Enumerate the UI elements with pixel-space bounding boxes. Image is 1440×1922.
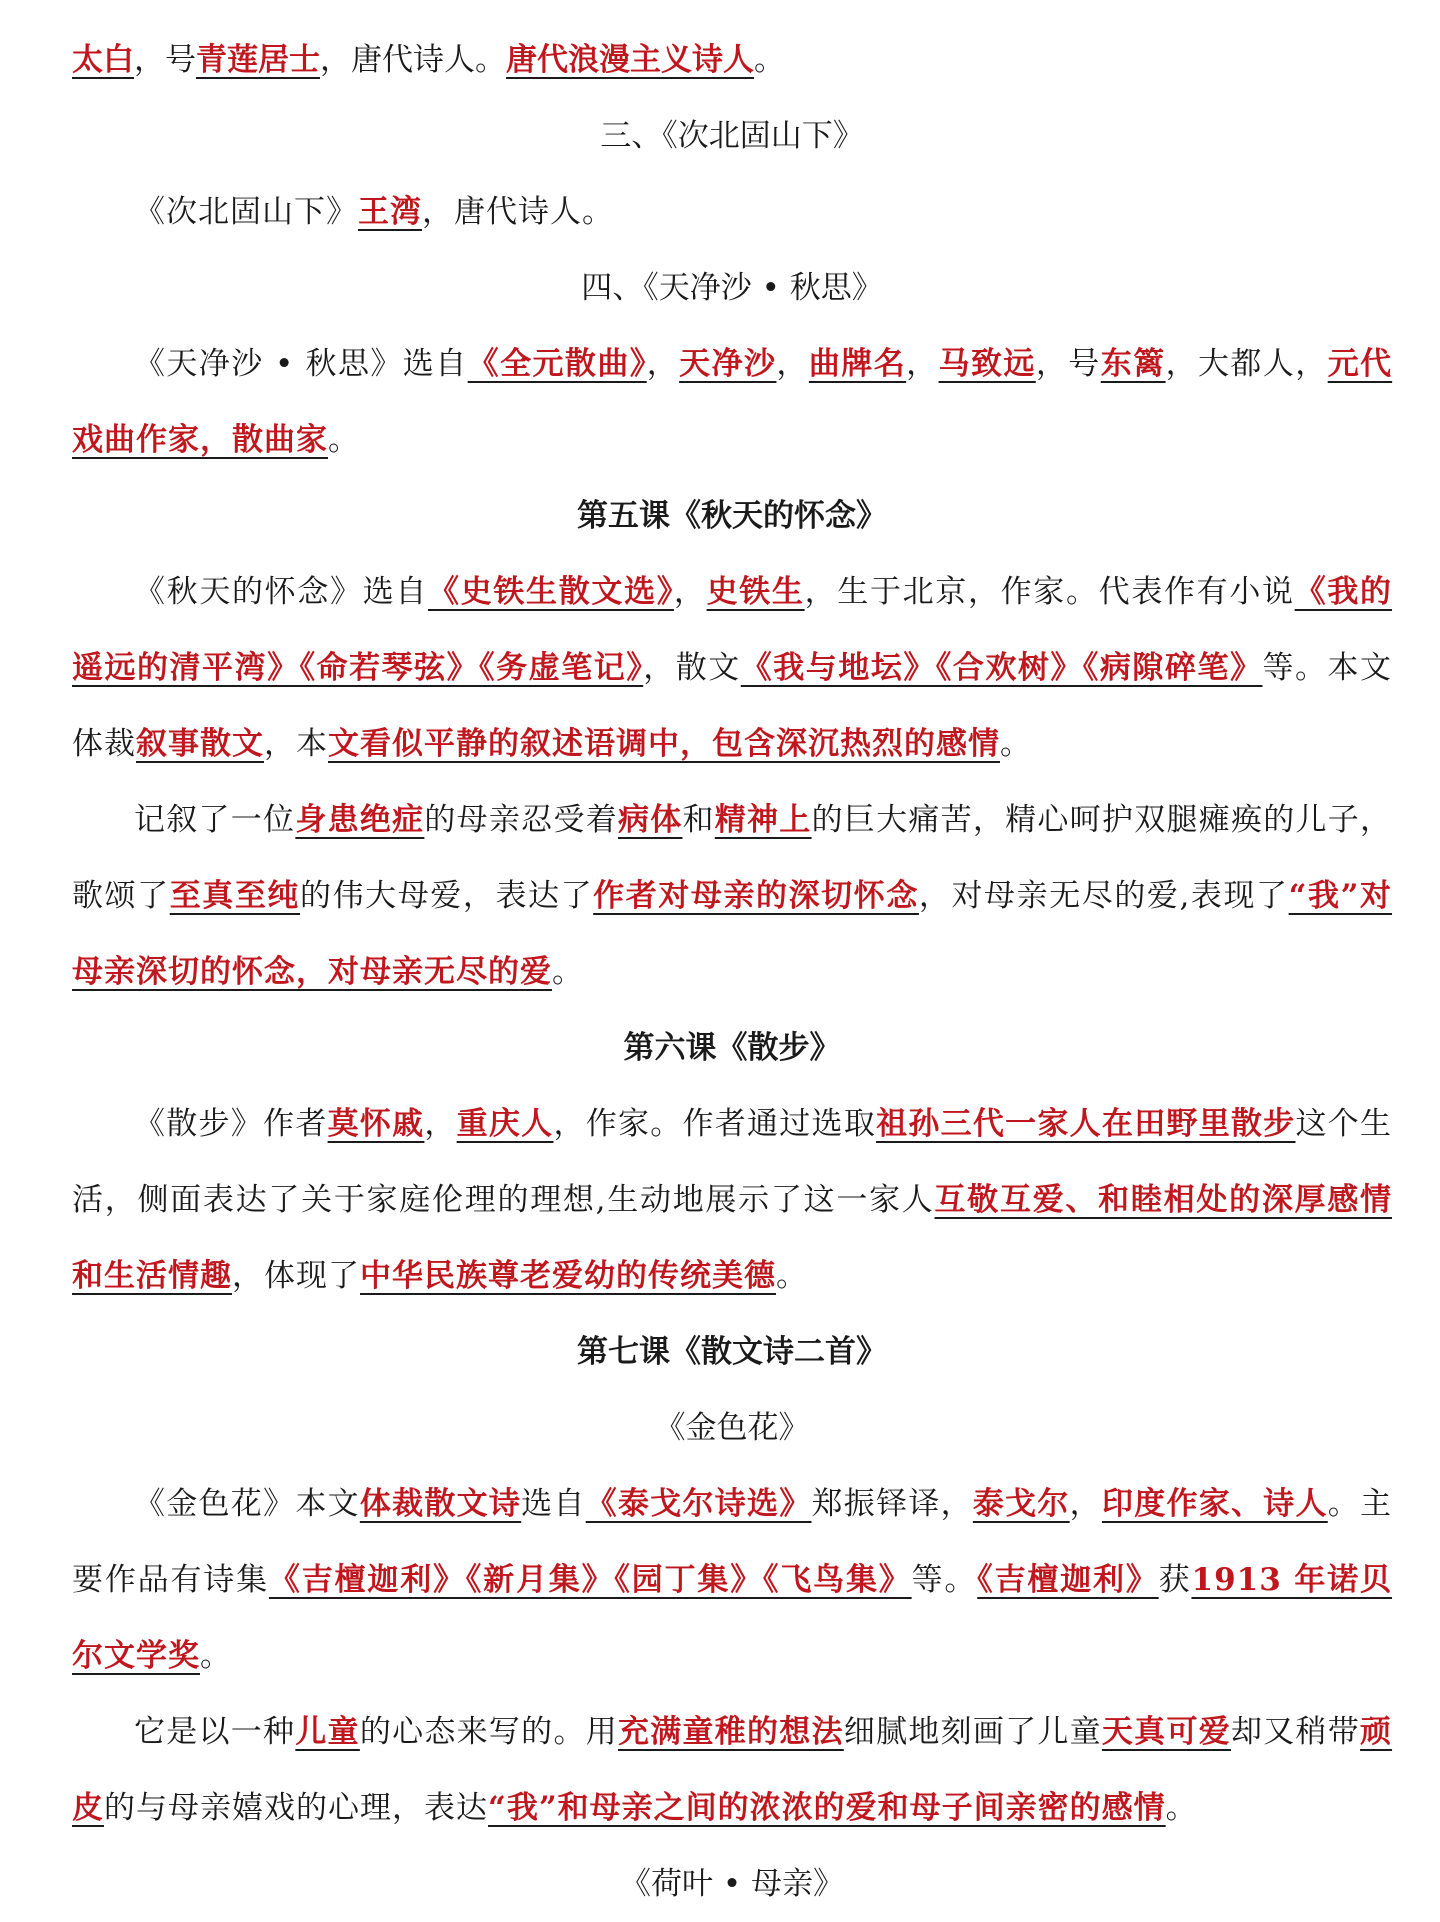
- body-text: ，生于北京，作家。代表作有小说: [804, 574, 1295, 610]
- highlighted-answer: 1913 年诺贝尔文学奖: [72, 1562, 1393, 1674]
- highlighted-answer: 充满童稚的想法: [617, 1714, 844, 1750]
- body-text: 《金色花》本文: [134, 1486, 360, 1522]
- highlighted-answer: 《吉檀迦利》: [977, 1562, 1159, 1598]
- highlighted-answer: “我”对母亲深切的怀念，对母亲无尽的爱: [72, 878, 1393, 990]
- highlighted-answer: 唐代浪漫主义诗人: [506, 42, 754, 78]
- highlighted-answer: 叙事散文: [136, 726, 264, 762]
- highlighted-answer: 天真可爱: [1101, 1714, 1231, 1750]
- highlighted-answer: 曲牌名: [808, 346, 907, 382]
- section-3-title: 三、《次北固山下》: [600, 118, 864, 154]
- body-text: 记叙了一位: [134, 802, 296, 838]
- highlighted-answer: 泰戈尔: [972, 1486, 1070, 1522]
- highlighted-answer: 太白: [72, 42, 134, 78]
- body-text: 。: [552, 954, 584, 990]
- highlighted-answer: 祖孙三代一家人在田野里散步: [876, 1106, 1296, 1142]
- highlighted-answer: 马致远: [938, 346, 1036, 382]
- body-text: 的巨大痛苦，精心呵护双腿瘫痪的儿子，歌颂了: [72, 802, 1393, 914]
- body-text: 郑振铎译，: [811, 1486, 973, 1522]
- highlighted-answer: 元代戏曲作家，散曲家: [72, 346, 1393, 458]
- body-text: 的伟大母爱，表达了: [300, 878, 594, 914]
- poem-1-intro: [72, 1466, 1392, 1694]
- body-text: 细腻地刻画了儿童: [843, 1714, 1102, 1750]
- body-text: 的心态来写的。用: [359, 1714, 618, 1750]
- body-text: ，: [673, 574, 707, 610]
- highlighted-answer: 莫怀戚: [327, 1106, 425, 1142]
- body-text: 。: [776, 1258, 808, 1294]
- highlighted-answer: 《全元散曲》: [467, 346, 647, 382]
- body-text: ，: [1069, 1486, 1102, 1522]
- highlighted-answer: 《泰戈尔诗选》: [585, 1486, 812, 1522]
- body-text: ，唐代诗人。: [422, 194, 614, 230]
- section-4-body: [72, 326, 1392, 478]
- highlighted-answer: 互敬互爱、和睦相处的深厚感情和生活情趣: [72, 1182, 1393, 1294]
- body-text: 《天净沙 • 秋思》选自: [134, 346, 468, 382]
- body-text: ，: [906, 346, 939, 382]
- highlighted-answer: 中华民族尊老爱幼的传统美德: [360, 1258, 776, 1294]
- body-text: ，散文: [643, 650, 741, 686]
- body-text: 等。: [911, 1562, 978, 1598]
- highlighted-answer: 作者对母亲的深切怀念: [593, 878, 919, 914]
- body-text: 《秋天的怀念》选自: [134, 574, 429, 610]
- body-text: 选自: [521, 1486, 586, 1522]
- body-text: 。: [328, 422, 360, 458]
- body-text: 的与母亲嬉戏的心理，表达: [104, 1790, 488, 1826]
- highlighted-answer: 儿童: [295, 1714, 360, 1750]
- highlighted-answer: 体裁散文诗: [359, 1486, 522, 1522]
- highlighted-answer: 史铁生: [706, 574, 805, 610]
- body-text: ，对母亲无尽的爱,表现了: [918, 878, 1289, 914]
- section-4-title: 四、《天净沙 • 秋思》: [581, 270, 883, 306]
- highlighted-answer: 至真至纯: [169, 878, 301, 914]
- body-text: 。: [1000, 726, 1032, 762]
- highlighted-answer: 青莲居士: [196, 42, 320, 78]
- body-text: 这个生活，侧面表达了关于家庭伦理的理想,生动地展示了这一家人: [72, 1106, 1393, 1218]
- body-text: ，唐代诗人。: [320, 42, 506, 78]
- body-text: 却又稍带: [1230, 1714, 1361, 1750]
- body-text: 《散步》作者: [134, 1106, 328, 1142]
- highlighted-answer: 文看似平静的叙述语调中，包含深沉热烈的感情: [328, 726, 1000, 762]
- highlighted-answer: 东篱: [1100, 346, 1166, 382]
- body-text: ，作家。作者通过选取: [553, 1106, 877, 1142]
- lesson-7-title: 第七课《散文诗二首》: [577, 1334, 887, 1370]
- body-text: ，号: [134, 42, 196, 78]
- body-text: ，本: [264, 726, 328, 762]
- highlighted-answer: 《史铁生散文选》: [428, 574, 674, 610]
- highlighted-answer: 《吉檀迦利》《新月集》《园丁集》《飞鸟集》: [268, 1562, 912, 1598]
- poem-1-summary: [72, 1694, 1392, 1846]
- highlighted-answer: 天净沙: [679, 346, 777, 382]
- body-text: 《次北固山下》: [134, 194, 358, 230]
- lesson-5-intro: [72, 554, 1392, 782]
- poem-2-title: 《荷叶 • 母亲》: [620, 1866, 844, 1902]
- highlighted-answer: 王湾: [358, 194, 422, 230]
- body-text: ，体现了: [232, 1258, 360, 1294]
- lesson-6-body: [72, 1086, 1392, 1314]
- lesson-5-title: 第五课《秋天的怀念》: [577, 498, 887, 534]
- highlighted-answer: 《我的遥远的清平湾》《命若琴弦》《务虚笔记》: [72, 574, 1393, 686]
- body-text: 等。本文体裁: [72, 650, 1393, 762]
- body-text: 获: [1158, 1562, 1192, 1598]
- body-text: ，: [646, 346, 680, 382]
- poem-1-title: 《金色花》: [654, 1410, 810, 1446]
- body-text: ，大都人，: [1165, 346, 1328, 382]
- body-text: ，: [776, 346, 809, 382]
- lesson-6-title: 第六课《散步》: [623, 1030, 841, 1066]
- highlighted-answer: 顽皮: [72, 1714, 1393, 1826]
- highlighted-answer: 印度作家、诗人: [1101, 1486, 1328, 1522]
- highlighted-answer: “我”和母亲之间的浓浓的爱和母子间亲密的感情: [488, 1790, 1166, 1826]
- highlighted-answer: 身患绝症: [295, 802, 425, 838]
- libai-intro: [72, 22, 1392, 98]
- highlighted-answer: 精神上: [714, 802, 812, 838]
- section-3-body: [72, 174, 1392, 250]
- body-text: 和: [682, 802, 715, 838]
- highlighted-answer: 病体: [617, 802, 683, 838]
- body-text: ，: [424, 1106, 457, 1142]
- body-text: 。: [754, 42, 785, 78]
- body-text: 它是以一种: [134, 1714, 296, 1750]
- highlighted-answer: 《我与地坛》《合欢树》《病隙碎笔》: [740, 650, 1263, 686]
- body-text: 的母亲忍受着: [424, 802, 618, 838]
- lesson-5-summary: [72, 782, 1392, 1010]
- body-text: 。主要作品有诗集: [72, 1486, 1393, 1598]
- body-text: 。: [1165, 1790, 1198, 1826]
- body-text: 。: [200, 1638, 232, 1674]
- body-text: ，号: [1035, 346, 1101, 382]
- highlighted-answer: 重庆人: [456, 1106, 554, 1142]
